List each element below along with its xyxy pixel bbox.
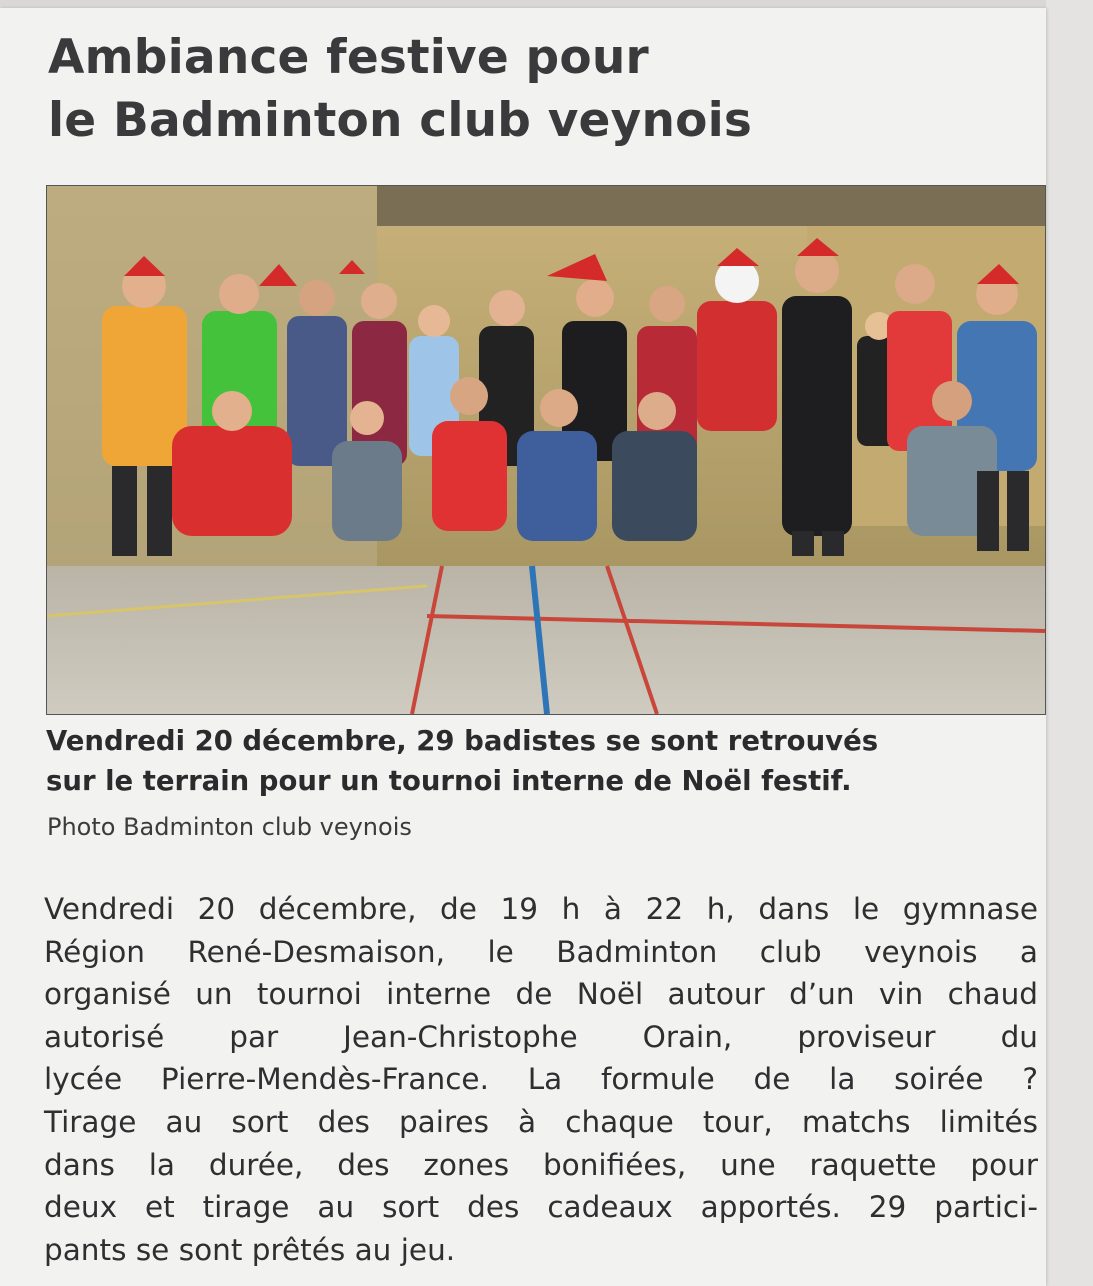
page-edge bbox=[1046, 0, 1093, 1286]
caption-line: Vendredi 20 décembre, 29 badistes se sont retrouvés bbox=[46, 725, 879, 757]
body-line: Vendredi 20 décembre, de 19 h à 22 h, dans le gymnase bbox=[44, 892, 1038, 926]
body-line: lycée Pierre-Mendès-France. La formule de la soirée ? bbox=[44, 1062, 1038, 1097]
headline-line: Ambiance festive pour bbox=[48, 30, 649, 85]
body-line: dans la durée, des zones bonifiées, une raquette pour bbox=[44, 1147, 1038, 1182]
body-line: pants se sont prêtés au jeu. bbox=[44, 1232, 456, 1267]
caption-line: sur le terrain pour un tournoi interne de Noël festif. bbox=[46, 765, 852, 797]
article-body bbox=[44, 888, 1038, 1271]
newspaper-clipping bbox=[0, 8, 1046, 1286]
photo-credit: Photo Badminton club veynois bbox=[47, 813, 412, 841]
body-line: organisé un tournoi interne de Noël autour d’un vin chaud bbox=[44, 977, 1038, 1012]
body-line: deux et tirage au sort des cadeaux apportés. 29 partici- bbox=[44, 1190, 1038, 1225]
photo-caption bbox=[46, 721, 1036, 801]
body-line: Région René-Desmaison, le Badminton club veynois a bbox=[44, 934, 1038, 969]
body-line: autorisé par Jean-Christophe Orain, proviseur du bbox=[44, 1019, 1038, 1054]
group-photo bbox=[46, 185, 1046, 715]
headline-line: le Badminton club veynois bbox=[48, 93, 753, 148]
group-photo-illustration bbox=[47, 186, 1045, 714]
headline bbox=[48, 26, 1028, 152]
body-line: Tirage au sort des paires à chaque tour, matchs limités bbox=[44, 1104, 1038, 1139]
